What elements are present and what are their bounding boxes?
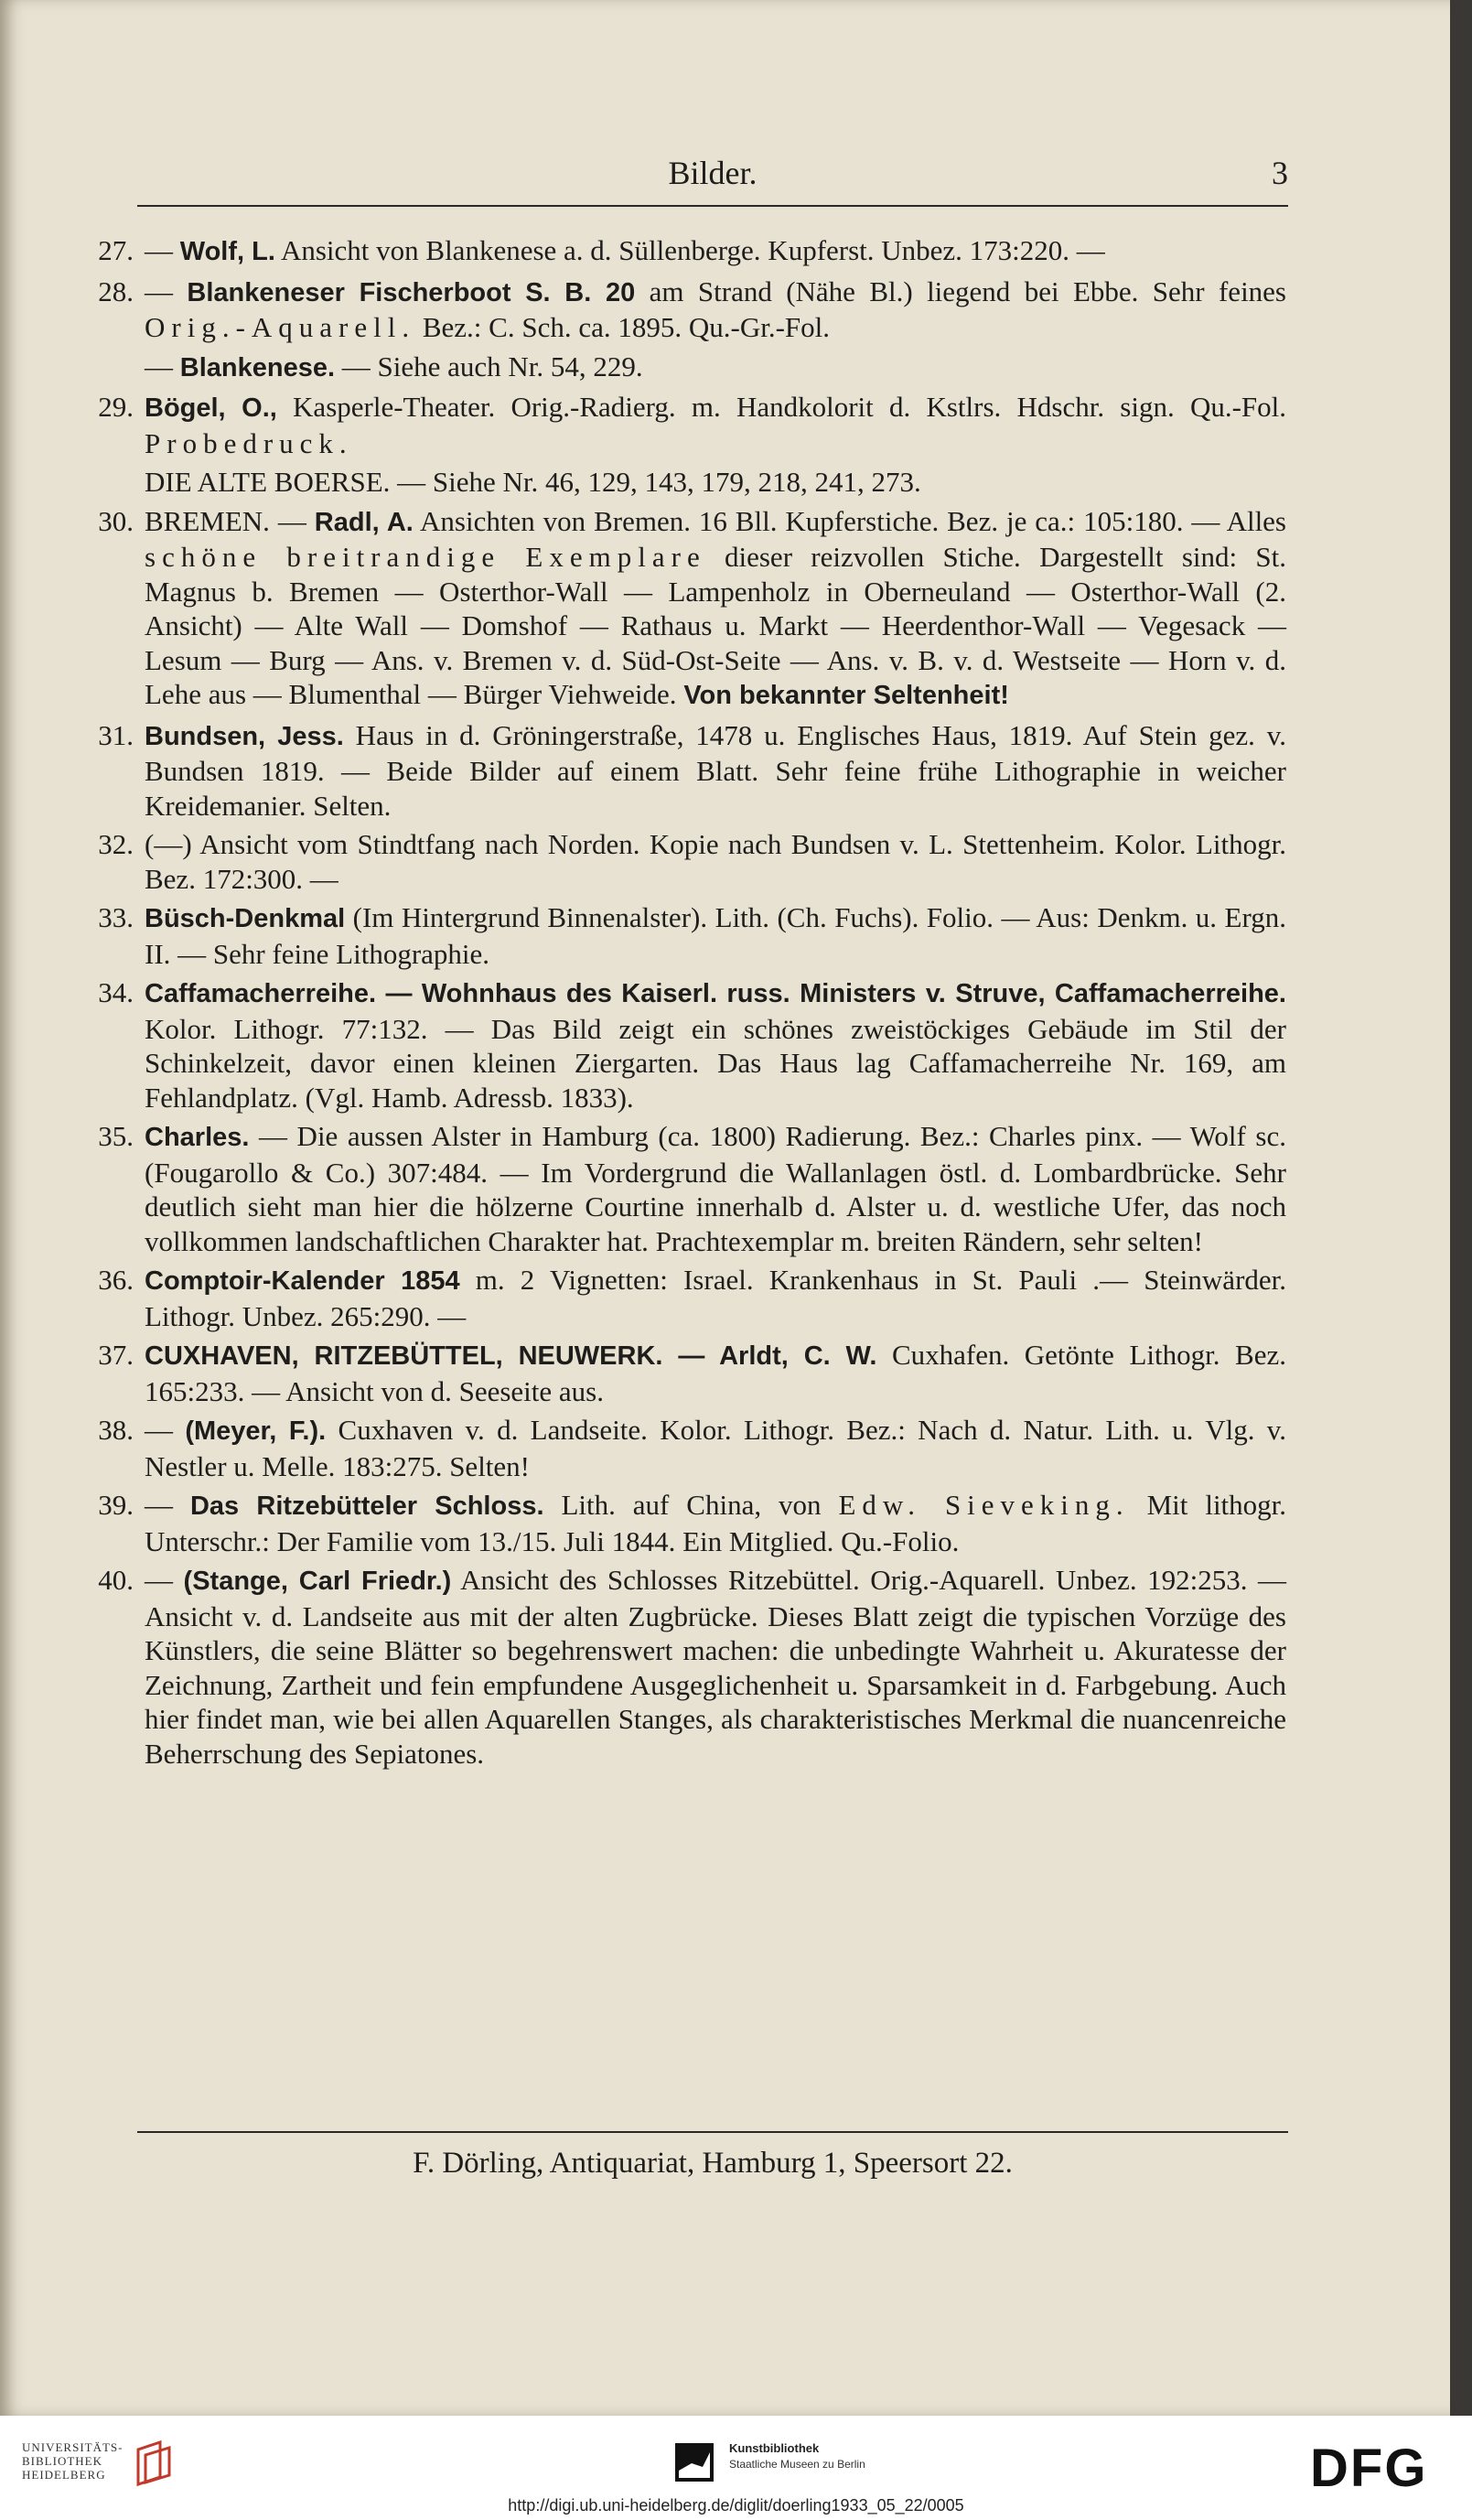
entry-heading: Bundsen, Jess. [145, 721, 344, 751]
entry-text: — Die aussen Alster in Hamburg (ca. 1800) Radierung. Bez.: Charles pinx. — Wolf sc. (Fougarollo & Co.) 307:484. — Im Vordergrund die Wallanlagen östl. d. Lombardbrücke. Sehr deutlich sieht man hier die hölzerne Courtine innerhalb d. Alster u. d. westliche Ufer, das noch vollkommen landschaftlichen Charakter hat. Prachtexemplar m. breiten Rändern, sehr selten! [145, 1120, 1286, 1257]
entry-number: 36. [98, 1264, 134, 1296]
entry-heading: Comptoir-Kalender 1854 [145, 1266, 460, 1296]
entry-number: 39. [98, 1489, 134, 1521]
entry-text: (—) Ansicht vom Stindtfang nach Norden. Kopie nach Bundsen v. L. Stettenheim. Kolor. Lithogr. Bez. 172:300. — [145, 828, 1286, 895]
entry-text: — Siehe Nr. 46, 129, 143, 179, 218, 241, 273. [390, 466, 921, 498]
entry-text: — [145, 234, 180, 266]
entry-text: Ansichten von Bremen. 16 Bll. Kupferstiche. Bez. je ca.: 105:180. — Alles [413, 504, 1287, 537]
entry-text: Ansicht des Schlosses Ritzebüttel. Orig.-Aquarell. Unbez. 192:253. — Ansicht v. d. Landseite aus mit der alten Zugbrücke. Dieses Blatt zeigt die typischen Vorzüge des Künstlers, die seine Blätter so begehrenswert machen: die unbedingte Wahrheit u. Akuratesse der Zeichnung, Zartheit und fein empfundene Ausgeglichenheit u. Sparsamkeit in d. Farbgebung. Auch hier findet man, wie bei allen Aquarellen Stanges, als charakteristisches Merkmal die nuancenreiche Beherrschung des Sepiatones. [145, 1564, 1286, 1770]
kunstbibliothek-subtitle: Staatliche Museen zu Berlin [729, 2458, 865, 2471]
kunstbibliothek-title: Kunstbibliothek [729, 2441, 820, 2455]
entry-text: Cuxhaven v. d. Landseite. Kolor. Lithogr. Bez.: Nach d. Natur. Lith. u. Vlg. v. Nestler u. Melle. 183:275. Selten! [145, 1414, 1287, 1482]
entry-number: 35. [98, 1120, 134, 1152]
entry-text: — [269, 504, 315, 537]
running-title: Bilder. [668, 155, 757, 191]
catalogue-entry [88, 465, 1286, 500]
catalogue-entry [88, 1338, 1286, 1408]
catalogue-entry [88, 350, 1286, 386]
catalogue-entry [88, 827, 1286, 896]
entry-number: 30. [98, 504, 134, 537]
ub-line-1: UNIVERSITÄTS- [22, 2440, 124, 2454]
entry-heading: Das Ritzebütteler Schloss. [189, 1492, 544, 1521]
entry-text: Kolor. Lithogr. 77:132. — Das Bild zeigt ein schönes zweistöckiges Gebäude im Stil der Schinkelzeit, davor einen kleinen Ziergarten. Das Haus lag Caffamacherreihe Nr. 169, am Fehlandplatz. (Vgl. Hamb. Adressb. 1833). [145, 1012, 1286, 1114]
catalogue-entry [88, 1119, 1286, 1258]
entry-heading: Bögel, O., [145, 393, 277, 423]
entry-heading: (Meyer, F.). [185, 1416, 327, 1446]
entry-heading: Charles. [145, 1123, 250, 1152]
entry-heading: Radl, A. [314, 507, 414, 537]
catalogue-entry [88, 233, 1286, 270]
catalogue-entry [88, 275, 1286, 345]
footer-rule [137, 2131, 1288, 2133]
entry-text: BREMEN. [145, 504, 270, 537]
entry-text: Cuxhafen. Getönte Lithogr. Bez. 165:233. — Ansicht von d. Seeseite aus. [145, 1339, 1286, 1407]
entry-text: — Siehe auch Nr. 54, 229. [335, 350, 643, 382]
entry-number: 28. [98, 275, 134, 307]
entry-text: m. 2 Vignetten: Israel. Krankenhaus in St. Pauli .— Steinwärder. Lithogr. Unbez. 265:290. — [145, 1264, 1287, 1332]
entry-text: — [145, 275, 188, 307]
catalogue-entry [88, 718, 1286, 824]
entry-text: — [145, 1489, 190, 1521]
entry-number: 38. [98, 1414, 134, 1446]
header-rule [137, 205, 1288, 207]
entry-text: Bez.: C. Sch. ca. 1895. Qu.-Gr.-Fol. [415, 311, 830, 343]
entry-number: 31. [98, 718, 134, 751]
entry-number: 33. [98, 901, 134, 933]
entry-number: 32. [98, 828, 134, 860]
catalogue-entry [88, 975, 1286, 1115]
entry-text: am Strand (Nähe Bl.) liegend bei Ebbe. Sehr feines [635, 275, 1286, 307]
entry-number: 34. [98, 976, 134, 1008]
catalogue-entry [88, 1488, 1286, 1558]
ub-line-3: HEIDELBERG [22, 2468, 106, 2482]
entry-heading: Wolf, L. [179, 237, 275, 266]
entry-emphasis: Probedruck. [145, 426, 353, 459]
catalogue-entry [88, 1263, 1286, 1333]
catalogue-entry [88, 504, 1286, 714]
ub-heidelberg-logo-icon [133, 2437, 177, 2488]
catalogue-entries [88, 233, 1286, 1775]
catalogue-entry [88, 390, 1286, 460]
permalink-url[interactable]: http://digi.ub.uni-heidelberg.de/diglit/doerling1933_05_22/0005 [508, 2496, 964, 2515]
entry-number: 37. [98, 1339, 134, 1371]
entry-text: Lith. auf China, von [543, 1489, 839, 1521]
entry-heading: Büsch-Denkmal [145, 904, 346, 933]
catalogue-entry [88, 1413, 1286, 1483]
entry-text: Haus in d. Gröningerstraße, 1478 u. Englisches Haus, 1819. Auf Stein gez. v. Bundsen 1819. — Beide Bilder auf einem Blatt. Sehr feine frühe Lithographie in weicher Kreidemanier. Selten. [145, 718, 1287, 822]
entry-number: 29. [98, 391, 134, 423]
entry-text: Kasperle-Theater. Orig.-Radierg. m. Handkolorit d. Kstlrs. Hdschr. sign. Qu.-Fol. [276, 391, 1287, 423]
entry-text: Ansicht von Blankenese a. d. Süllenberge. Kupferst. Unbez. 173:220. — [274, 234, 1105, 266]
entry-heading: CUXHAVEN, RITZEBÜTTEL, NEUWERK. — Arldt, C. W. [145, 1341, 877, 1371]
ub-heidelberg-logo-text [22, 2440, 124, 2482]
entry-heading: Blankenese. [179, 352, 336, 382]
entry-text: dieser reizvollen Stiche. Dargestellt sind: St. Magnus b. Bremen — Osterthor-Wall — Lampenholz in Oberneuland — Osterthor-Wall (2. Ansicht) — Alte Wall — Domshof — Rathaus u. Markt — Heerdenthor-Wall — Vegesack — Lesum — Burg — Ans. v. Bremen v. d. Süd-Ost-Seite — Ans. v. B. v. d. Westseite — Horn v. d. Lehe aus — Blumenthal — Bürger Viehweide. [145, 541, 1287, 710]
entry-text: (Im Hintergrund Binnenalster). Lith. (Ch. Fuchs). Folio. — Aus: Denkm. u. Ergn. II. — Sehr feine Lithographie. [145, 901, 1286, 970]
ub-line-2: BIBLIOTHEK [22, 2454, 102, 2468]
catalogue-entry [88, 1563, 1286, 1771]
entry-text: Mit lithogr. Unterschr.: Der Familie vom 13./15. Juli 1844. Ein Mitglied. Qu.-Folio. [145, 1489, 1287, 1557]
entry-number: 27. [98, 234, 134, 266]
entry-text: — [145, 1414, 186, 1446]
kunstbibliothek-logo-icon [675, 2443, 714, 2482]
entry-heading: Caffamacherreihe. — Wohnhaus des Kaiserl. russ. Ministers v. Struve, Caffamacherreihe. [145, 979, 1286, 1008]
entry-text: — [145, 350, 180, 382]
page-number: 3 [1272, 155, 1288, 191]
entry-emphasis: Edw. Sieveking. [838, 1489, 1130, 1521]
entry-emphasis: schöne breitrandige Exemplare [145, 541, 706, 573]
entry-text: — [145, 1564, 184, 1596]
running-head [137, 154, 1288, 196]
entry-number: 40. [98, 1564, 134, 1596]
publisher-imprint: F. Dörling, Antiquariat, Hamburg 1, Speersort 22. [413, 2147, 1013, 2180]
catalogue-entry [88, 900, 1286, 971]
entry-heading: Blankeneser Fischerboot S. B. 20 [187, 277, 636, 307]
entry-heading: Von bekannter Seltenheit! [683, 681, 1009, 710]
entry-text: DIE ALTE BOERSE. [145, 466, 391, 498]
entry-emphasis: Orig.-Aquarell. [145, 311, 416, 343]
entry-heading: (Stange, Carl Friedr.) [183, 1567, 452, 1596]
dfg-logo: DFG [1310, 2439, 1428, 2498]
